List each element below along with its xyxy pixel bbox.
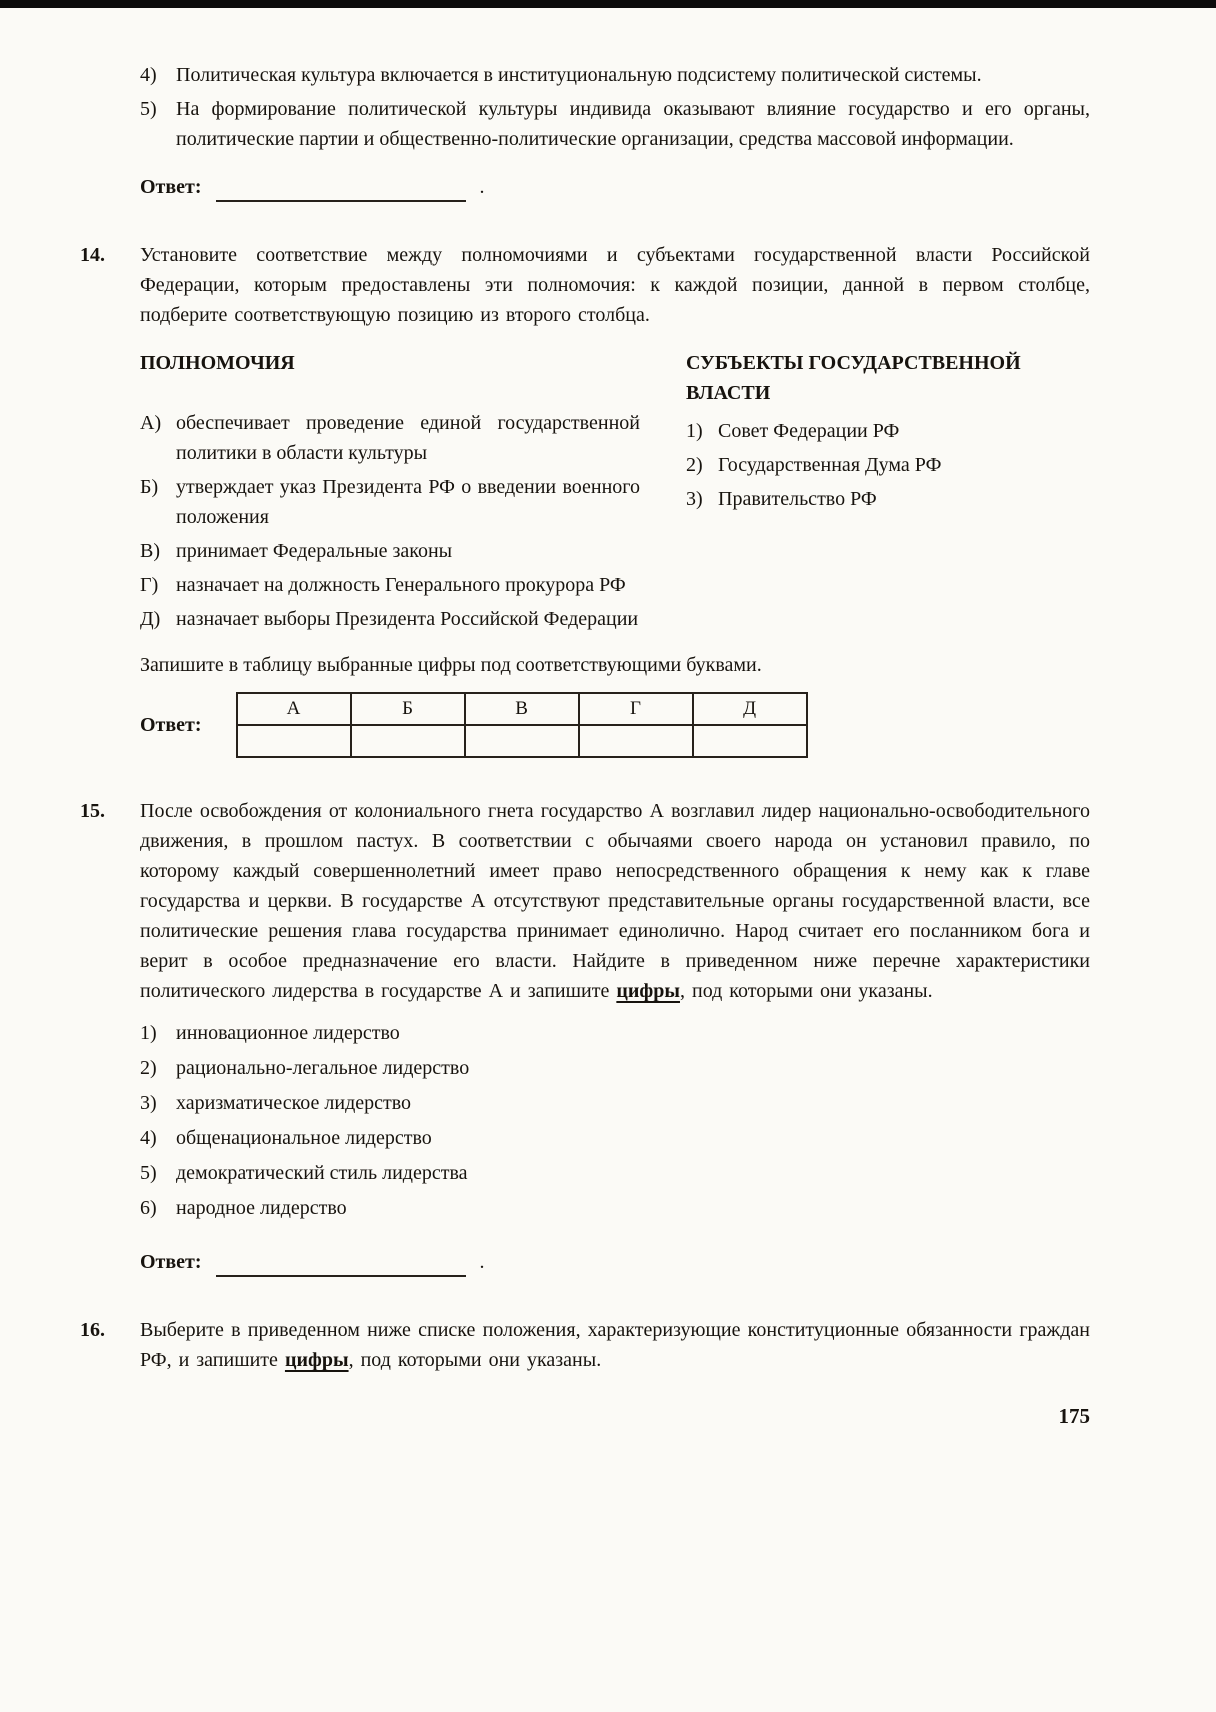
question-number: 14. xyxy=(80,244,105,266)
option-number: 6) xyxy=(140,1197,157,1219)
option-number: Г) xyxy=(140,574,159,596)
question-text-part: После освобождения от колониального гнета государство А возглавил лидер национально-освободительного движения, в прошлом пастух. В соответствии с обычаями своего народа он установил правило, по которому каждый совершеннолетний имеет право непосредственного обращения к нему как к главе государства и церкви. В государстве А отсутствуют представительные органы государственной власти, все политические решения глава государства принимает единолично. Народ считает его посланником бога и верит в особое предназначение его власти. Найдите в приведенном ниже перечне характеристики политического лидерства в государстве А и запишите xyxy=(140,800,1090,1002)
option-item xyxy=(140,1053,1090,1083)
column-heading: СУБЪЕКТЫ ГОСУДАРСТВЕННОЙ ВЛАСТИ xyxy=(686,352,1021,404)
question-text-part: , под которыми они указаны. xyxy=(348,1349,602,1371)
matching-item xyxy=(686,416,1090,446)
option-text: Государственная Дума РФ xyxy=(718,454,942,476)
answer-table xyxy=(236,692,808,758)
question-body xyxy=(140,1315,1090,1375)
option-number: 3) xyxy=(140,1092,157,1114)
question-15 xyxy=(80,796,1090,1277)
option-item xyxy=(140,1158,1090,1188)
question-16 xyxy=(80,1315,1090,1375)
table-header-cell: Б xyxy=(351,693,465,725)
option-item xyxy=(140,1123,1090,1153)
option-text: Совет Федерации РФ xyxy=(718,420,900,442)
option-text: назначает на должность Генерального прокурора РФ xyxy=(176,574,626,596)
table-empty-cell xyxy=(237,725,351,757)
option-text: Политическая культура включается в институциональную подсистему политической системы. xyxy=(176,64,982,86)
option-number: 4) xyxy=(140,1127,157,1149)
option-text: демократический стиль лидерства xyxy=(176,1162,468,1184)
answer-blank xyxy=(216,176,466,202)
table-empty-cell xyxy=(465,725,579,757)
table-empty-cell xyxy=(579,725,693,757)
option-number: Д) xyxy=(140,608,161,630)
option-number: 2) xyxy=(140,1057,157,1079)
option-number: 3) xyxy=(686,488,703,510)
question-text xyxy=(140,1315,1090,1375)
emphasized-word: цифры xyxy=(284,1349,349,1371)
question-body xyxy=(140,240,1090,758)
table-header-row xyxy=(237,693,807,725)
powers-column xyxy=(140,348,640,634)
question-text-part: Выберите в приведенном ниже списке положения, характеризующие конституционные обязанности граждан РФ, и запишите xyxy=(140,1319,1090,1371)
matching-item xyxy=(686,450,1090,480)
scan-edge-top xyxy=(0,0,1216,8)
table-answer-row xyxy=(237,725,807,757)
table-header-cell: Г xyxy=(579,693,693,725)
option-item xyxy=(140,1088,1090,1118)
matching-item xyxy=(140,536,640,566)
matching-item xyxy=(140,604,640,634)
option-text: народное лидерство xyxy=(176,1197,347,1219)
option-text: обеспечивает проведение единой государственной политики в области культуры xyxy=(176,412,640,464)
option-number: 4) xyxy=(140,64,157,86)
answer-line xyxy=(140,1247,1090,1277)
option-number: 5) xyxy=(140,1162,157,1184)
question-text xyxy=(140,796,1090,1006)
table-instruction: Запишите в таблицу выбранные цифры под соответствующими буквами. xyxy=(140,654,762,676)
matching-columns xyxy=(140,348,1090,634)
matching-item xyxy=(140,472,640,532)
question-body xyxy=(140,796,1090,1277)
subjects-column xyxy=(686,348,1090,634)
answer-blank xyxy=(216,1251,466,1277)
option-text: Правительство РФ xyxy=(718,488,877,510)
option-text: На формирование политической культуры индивида оказывают влияние государство и его органы, политические партии и общественно-политические организации, средства массовой информации. xyxy=(176,98,1090,150)
options-list xyxy=(140,1018,1090,1223)
option-text: харизматическое лидерство xyxy=(176,1092,412,1114)
emphasized-word: цифры xyxy=(616,980,680,1002)
option-number: В) xyxy=(140,540,160,562)
column-heading: ПОЛНОМОЧИЯ xyxy=(140,352,295,374)
option-text: рационально-легальное лидерство xyxy=(176,1057,470,1079)
question-text-part: , под которыми они указаны. xyxy=(679,980,933,1002)
option-text: утверждает указ Президента РФ о введении военного положения xyxy=(176,476,640,528)
option-item xyxy=(140,60,1090,90)
table-empty-cell xyxy=(693,725,807,757)
answer-line xyxy=(140,172,1090,202)
option-number: А) xyxy=(140,412,162,434)
option-item xyxy=(140,1018,1090,1048)
question-13-options xyxy=(140,60,1090,202)
option-text: инновационное лидерство xyxy=(176,1022,400,1044)
option-text: принимает Федеральные законы xyxy=(176,540,453,562)
table-empty-cell xyxy=(351,725,465,757)
table-header-cell: В xyxy=(465,693,579,725)
matching-item xyxy=(140,408,640,468)
option-number: 5) xyxy=(140,98,157,120)
answer-line xyxy=(140,692,1090,758)
answer-label: Ответ: xyxy=(140,176,202,198)
option-number: 2) xyxy=(686,454,703,476)
option-number: 1) xyxy=(686,420,703,442)
question-number: 16. xyxy=(80,1319,105,1341)
table-header-cell: Д xyxy=(693,693,807,725)
option-text: назначает выборы Президента Российской Федерации xyxy=(176,608,639,630)
option-number: 1) xyxy=(140,1022,157,1044)
option-text: общенациональное лидерство xyxy=(176,1127,432,1149)
matching-item xyxy=(140,570,640,600)
answer-period: . xyxy=(479,1251,485,1273)
table-header-cell: А xyxy=(237,693,351,725)
answer-label: Ответ: xyxy=(140,1251,202,1273)
question-text: Установите соответствие между полномочиями и субъектами государственной власти Российской Федерации, которым предоставлены эти полномочия: к каждой позиции, данной в первом столбце, подберите соответствующую позицию из второго столбца. xyxy=(140,244,1090,326)
answer-period: . xyxy=(479,176,485,198)
option-item xyxy=(140,94,1090,154)
option-number: Б) xyxy=(140,476,159,498)
answer-label: Ответ: xyxy=(140,714,202,736)
question-14 xyxy=(80,240,1090,758)
option-item xyxy=(140,1193,1090,1223)
question-number: 15. xyxy=(80,800,105,822)
matching-item xyxy=(686,484,1090,514)
page-number: 175 xyxy=(1058,1404,1090,1428)
